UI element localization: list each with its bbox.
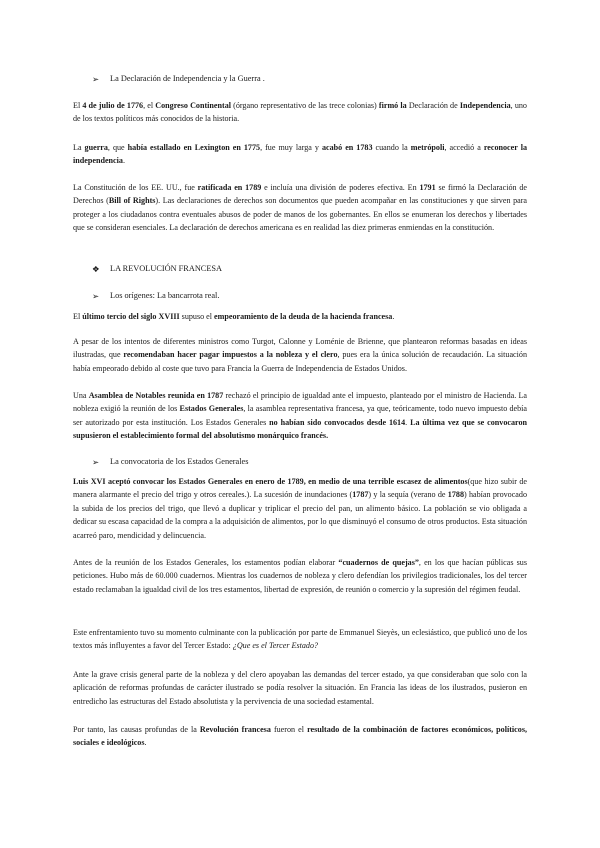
text-run: , uno de los textos políticos más conocidos de la historia. (73, 101, 527, 124)
text-run: El (73, 101, 83, 110)
text-run: . (405, 417, 411, 427)
bold-text-run: ratificada en 1789 (197, 183, 262, 192)
paragraph-sieyes (73, 626, 527, 653)
text-run: Este enfrentamiento tuvo su momento culminante con la publicación por parte de Emmanuel Sieyès, un eclesiástico, que publicó uno de los textos más influyentes a favor del Tercer Estado: (73, 628, 527, 651)
text-run: , el (143, 101, 156, 110)
text-run: , en los que hacían públicas sus peticiones. Hubo más de 60.000 cuadernos. Mientras los cuadernos de nobleza y clero defendían los privilegios tradicionales, los del tercer estado reclamaban la igualdad civil de los tres estamentos, libertad de expresión, de reunión o comercio y la supresión del régimen feudal. (73, 558, 528, 594)
text-run: La Constitución de los EE. UU., fue (73, 183, 198, 192)
text-run: se firmó la Declaración de Derechos ( (73, 183, 528, 206)
bold-text-run: metrópoli (410, 143, 445, 152)
text-run: , accedió a (444, 143, 484, 152)
text-run: cuando la (372, 143, 411, 152)
italic-text-run: ¿Que es el Tercer Estado? (232, 641, 319, 651)
bold-text-run: había estallado en Lexington en 1775 (127, 143, 261, 152)
text-run: Una (73, 391, 89, 400)
text-run: A pesar de los intentos de diferentes ministros como Turgot, Calonne y Loménie de Brienne, que plantearon reformas basadas en ideas ilustradas, que (73, 337, 527, 360)
bold-text-run: Asamblea de Notables reunida en 1787 (88, 391, 224, 400)
paragraph-luis-xvi (73, 475, 527, 542)
text-run: El (73, 312, 83, 321)
text-run: La (73, 143, 85, 152)
diamond-bullet-icon: ❖ (92, 264, 100, 274)
arrow-bullet-icon: ➢ (92, 457, 100, 467)
bold-text-run: no habían sido convocados desde 1614 (269, 417, 406, 427)
paragraph-ministros (73, 335, 527, 375)
bold-text-run: último tercio del siglo XVIII (82, 312, 180, 321)
text-run: . (122, 156, 125, 166)
text-run: Antes de la reunión de los Estados Generales, los estamentos podían elaborar (73, 558, 339, 567)
bold-text-run: recomendaban hacer pagar impuestos a la nobleza y el clero (123, 350, 338, 360)
paragraph-crisis (73, 668, 527, 708)
text-run: . (392, 312, 395, 321)
heading-origenes: Los orígenes: La bancarrota real. (110, 291, 220, 300)
bold-text-run: 1787 (352, 490, 369, 500)
paragraph-constitucion (73, 181, 527, 235)
bold-text-run: Bill of Rights (108, 196, 156, 206)
bold-text-run: 4 de julio de 1776 (82, 101, 144, 110)
bold-text-run: Revolución francesa (199, 725, 271, 734)
heading-revolucion-francesa: LA REVOLUCIÓN FRANCESA (110, 264, 223, 273)
bold-text-run: empeoramiento de la deuda de la hacienda francesa (214, 312, 393, 321)
bold-text-run: La última vez que se convocaron supusieron el establecimiento formal del absolutismo monárquico francés. (73, 417, 528, 441)
bold-text-run: acabó en 1783 (321, 143, 373, 152)
bold-text-run: guerra (84, 143, 108, 152)
text-run: Declaración de (406, 101, 460, 110)
paragraph-deuda (73, 310, 527, 323)
text-run: , la asamblea representativa francesa, ya que, teóricamente, todo nuevo impuesto debía ser autorizado por esta institución. Los Estados Generales (73, 404, 528, 427)
text-run: supuso el (179, 312, 215, 321)
paragraph-asamblea-notables (73, 389, 527, 443)
heading-declaracion: La Declaración de Independencia y la Guerra . (110, 74, 265, 83)
arrow-bullet-icon: ➢ (92, 291, 100, 301)
bold-text-run: reconocer la independencia (73, 143, 527, 166)
paragraph-causas (73, 723, 527, 750)
bold-text-run: resultado de la combinación de factores económicos, políticos, sociales e ideológicos (73, 725, 527, 748)
bold-text-run: Congreso Continental (155, 101, 231, 110)
paragraph-guerra (73, 141, 527, 168)
text-run: ). Las declaraciones de derechos son documentos que pueden acompañar en las constituciones y que sirven para proteger a los ciudadanos contra eventuales abusos de poder de manos de los gobernantes. En ellos se enumeran los derechos y libertades que se consideran esenciales. La declaración de derechos americana es en realidad las diez primeras enmiendas en la constitución. (73, 196, 528, 233)
text-run: fueron el (270, 725, 308, 734)
text-run: e incluía una división de poderes efectiva. En (261, 183, 420, 192)
text-run: (que hizo subir de manera alarmante el precio del trigo y otros cereales.). La sucesión de inundaciones ( (73, 477, 527, 500)
bold-text-run: Estados Generales (179, 404, 244, 414)
arrow-bullet-icon: ➢ (92, 74, 100, 84)
bold-text-run: 1788 (447, 490, 464, 500)
bold-text-run: Independencia (459, 101, 511, 110)
text-run: . (144, 738, 147, 748)
text-run: , fue muy larga y (260, 143, 322, 152)
text-run: (órgano representativo de las trece colonias) (231, 101, 379, 110)
bold-text-run: “cuadernos de quejas” (338, 558, 419, 567)
bold-text-run: firmó la (378, 101, 407, 110)
heading-convocatoria: La convocatoria de los Estados Generales (110, 457, 249, 466)
paragraph-cuadernos (73, 556, 527, 596)
text-run: , que (107, 143, 128, 152)
text-run: ) y la sequía (verano de (368, 490, 448, 500)
paragraph-declaracion (73, 99, 527, 126)
text-run: , pues era la única solución de recaudación. La situación había empeorado debido al coste que tuvo para Francia la Guerra de Independencia de Estados Unidos. (73, 350, 527, 373)
text-run: Ante la grave crisis general parte de la nobleza y del clero apoyaban las demandas del tercer estado, ya que consideraban que solo con la aplicación de reformas profundas de carácter ilustrado se podía resolver la situación. En Francia las ideas de los ilustrados, pusieron en entredicho las estructuras del Estado absolutista y la pervivencia de una sociedad estamental. (73, 670, 527, 706)
bold-text-run: 1791 (419, 183, 436, 192)
text-run: rechazó el principio de igualdad ante el impuesto, planteado por el ministro de Hacienda. La nobleza exigió la reunión de los (73, 391, 527, 414)
text-run: ) habían provocado la subida de los precios del trigo, que llevó a duplicar y triplicar el precio del pan, un alimento básico. La población se vio obligada a dedicar su escasa capacidad de la compra a la adquisición de alimentos, por lo que disminuyó el consumo de otros productos. Esta situación acarreó paro, mendicidad y delincuencia. (73, 490, 527, 540)
text-run: Por tanto, las causas profundas de la (73, 725, 200, 734)
bold-text-run: Luis XVI aceptó convocar los Estados Generales en enero de 1789, en medio de una terrible escasez de alimentos (73, 477, 468, 486)
